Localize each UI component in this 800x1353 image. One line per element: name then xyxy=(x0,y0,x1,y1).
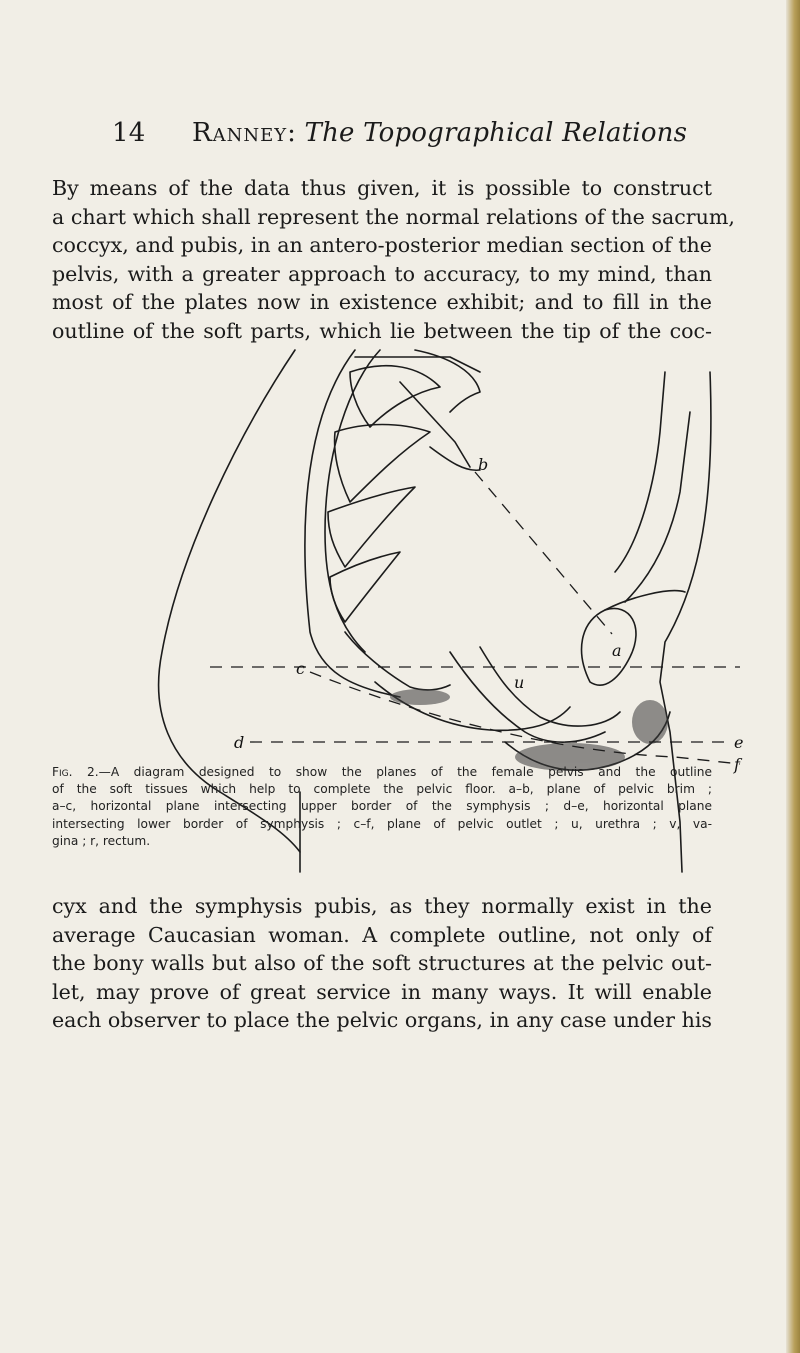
text-line: a chart which shall represent the normal relations of the sacrum, xyxy=(52,204,735,229)
running-header xyxy=(112,118,712,148)
caption-line: intersecting lower border of symphysis ; c–f, plane of pelvic outlet ; u, urethra ; v, va- xyxy=(52,816,712,831)
text-line: the bony walls but also of the soft structures at the pelvic out- xyxy=(52,951,712,976)
figure-label: Fig. 2. xyxy=(52,765,99,779)
vertebra-1 xyxy=(350,366,440,427)
header-separator: : xyxy=(287,118,297,148)
page-edge xyxy=(786,0,800,1353)
vertebra-4 xyxy=(330,552,400,622)
coccyx xyxy=(345,632,450,690)
label-a: a xyxy=(612,641,622,660)
paragraph-1 xyxy=(52,174,735,346)
figure-caption xyxy=(52,764,712,850)
vertebra-2 xyxy=(335,425,430,503)
text-line: pelvis, with a greater approach to accuracy, to my mind, than xyxy=(52,261,712,286)
caption-line: of the soft tissues which help to complete the pelvic floor. a–b, plane of pelvic brim ; xyxy=(52,782,712,797)
symphysis-pubis xyxy=(582,608,636,685)
label-e: e xyxy=(734,733,744,752)
text-line: average Caucasian woman. A complete outline, not only of xyxy=(52,922,712,947)
header-title: The Topographical Relations xyxy=(304,118,688,148)
text-line: each observer to place the pelvic organs, in any case under his xyxy=(52,1008,712,1033)
text-line: cyx and the symphysis pubis, as they normally exist in the xyxy=(52,894,712,918)
label-c: c xyxy=(296,659,305,678)
caption-line: a–c, horizontal plane intersecting upper border of the symphysis ; d–e, horizontal plane xyxy=(52,799,712,814)
plane-a-b xyxy=(475,472,612,634)
page-number: 14 xyxy=(112,118,146,148)
text-line: outline of the soft parts, which lie between the tip of the coc- xyxy=(52,318,712,343)
text-line: let, may prove of great service in many ways. It will enable xyxy=(52,979,712,1004)
label-f: f xyxy=(734,755,740,774)
caption-line: gina ; r, rectum. xyxy=(52,833,151,848)
rectum-outline xyxy=(375,682,570,730)
caption-line: —A diagram designed to show the planes of the female pelvis and the outline xyxy=(98,765,713,779)
sacrum-outline xyxy=(305,350,400,697)
label-b: b xyxy=(478,455,489,474)
paragraph-2 xyxy=(52,892,712,1035)
text-line: By means of the data thus given, it is possible to construct xyxy=(52,176,712,200)
vertebra-3 xyxy=(328,487,415,567)
header-author: Ranney xyxy=(192,118,288,148)
text-line: coccyx, and pubis, in an antero-posterior median section of the xyxy=(52,233,712,258)
label-d: d xyxy=(234,733,245,752)
label-u: u xyxy=(514,673,525,692)
text-line: most of the plates now in existence exhibit; and to fill in the xyxy=(52,290,712,315)
